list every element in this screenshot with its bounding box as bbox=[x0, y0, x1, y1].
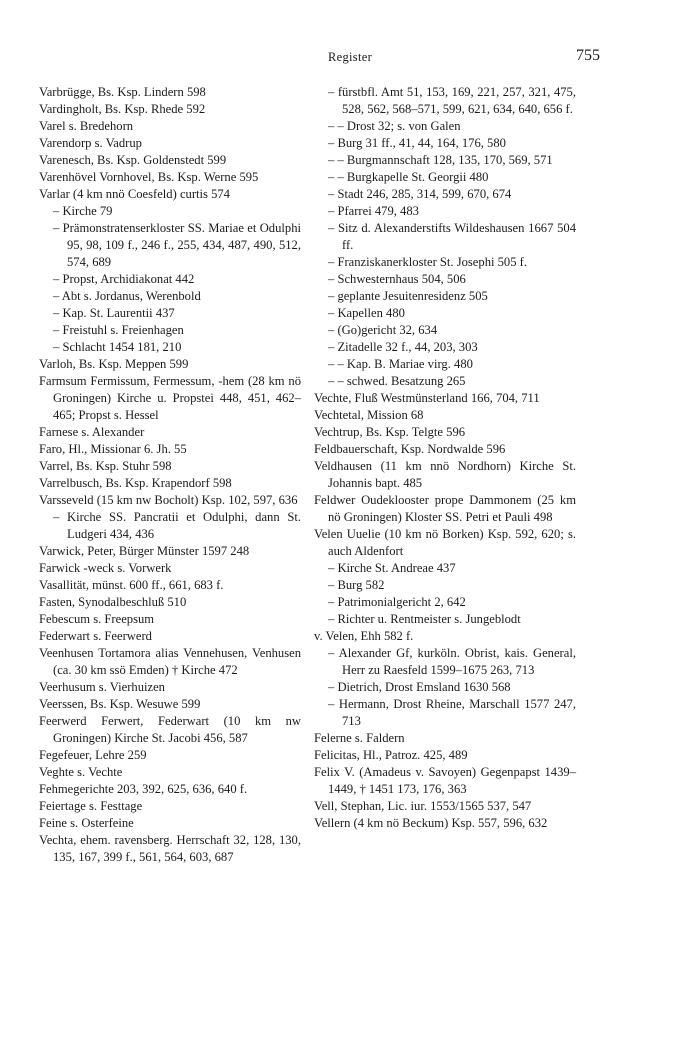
index-entry: – Zitadelle 32 f., 44, 203, 303 bbox=[328, 340, 478, 354]
index-entry: – Sitz d. Alexanderstifts Wildeshausen 1667 504 ff. bbox=[328, 221, 576, 252]
index-entry: – Dietrich, Drost Emsland 1630 568 bbox=[328, 680, 511, 694]
index-entry: Feiertage s. Festtage bbox=[39, 799, 143, 813]
running-header: Register bbox=[327, 50, 373, 64]
index-entry: Feldwer Oudeklooster prope Dammonem (25 km nö Groningen) Kloster SS. Petri et Pauli 498 bbox=[314, 493, 576, 524]
index-entry: Feldbauerschaft, Ksp. Nordwalde 596 bbox=[314, 442, 506, 456]
index-entry: – fürstbfl. Amt 51, 153, 169, 221, 257, 321, 475, 528, 562, 568–571, 599, 621, 634, 640, 656 f. bbox=[328, 85, 576, 116]
index-entry: Veerhusum s. Vierhuizen bbox=[39, 680, 165, 694]
index-entry: – Prämonstratenserkloster SS. Mariae et Odulphi 95, 98, 109 f., 246 f., 255, 434, 487, 490, 512, 574, 689 bbox=[53, 221, 301, 269]
index-entry: Felicitas, Hl., Patroz. 425, 489 bbox=[314, 748, 468, 762]
index-entry: Veldhausen (11 km nnö Nordhorn) Kirche St. Johannis bapt. 485 bbox=[314, 459, 576, 490]
index-entry: Veghte s. Vechte bbox=[39, 765, 123, 779]
index-entry: Farnese s. Alexander bbox=[39, 425, 145, 439]
index-entry: Feerwerd Ferwert, Federwart (10 km nw Groningen) Kirche St. Jacobi 456, 587 bbox=[39, 714, 301, 745]
index-entry: Vechtetal, Mission 68 bbox=[314, 408, 424, 422]
index-entry: Febescum s. Freepsum bbox=[39, 612, 155, 626]
index-entry: – – Burgkapelle St. Georgii 480 bbox=[328, 170, 489, 184]
index-entry: – Pfarrei 479, 483 bbox=[328, 204, 419, 218]
index-entry: – – Drost 32; s. von Galen bbox=[328, 119, 461, 133]
index-entry: – – Burgmannschaft 128, 135, 170, 569, 571 bbox=[328, 153, 553, 167]
index-entry: Fasten, Synodalbeschluß 510 bbox=[39, 595, 187, 609]
index-entry: Varrelbusch, Bs. Ksp. Krapendorf 598 bbox=[39, 476, 232, 490]
index-entry: Vechtrup, Bs. Ksp. Telgte 596 bbox=[314, 425, 466, 439]
index-entry: Federwart s. Feerwerd bbox=[39, 629, 152, 643]
index-entry: – Hermann, Drost Rheine, Marschall 1577 247, 713 bbox=[328, 697, 576, 728]
index-entry: Feine s. Osterfeine bbox=[39, 816, 134, 830]
index-entry: Fehmegerichte 203, 392, 625, 636, 640 f. bbox=[39, 782, 248, 796]
index-entry: Fegefeuer, Lehre 259 bbox=[39, 748, 147, 762]
index-entry: – Schlacht 1454 181, 210 bbox=[53, 340, 182, 354]
index-entry: Varenhövel Vornhovel, Bs. Ksp. Werne 595 bbox=[39, 170, 259, 184]
index-entry: – geplante Jesuitenresidenz 505 bbox=[328, 289, 488, 303]
index-entry: – – Kap. B. Mariae virg. 480 bbox=[328, 357, 473, 371]
index-entry: – Kapellen 480 bbox=[328, 306, 405, 320]
index-entry: Vardingholt, Bs. Ksp. Rhede 592 bbox=[39, 102, 206, 116]
index-entry: Varendorp s. Vadrup bbox=[39, 136, 142, 150]
index-entry: – Richter u. Rentmeister s. Jungeblodt bbox=[328, 612, 521, 626]
index-entry: – – schwed. Besatzung 265 bbox=[328, 374, 466, 388]
page-number: 755 bbox=[576, 47, 600, 64]
index-entry: v. Velen, Ehh 582 f. bbox=[314, 629, 414, 643]
index-entry: Vellern (4 km nö Beckum) Ksp. 557, 596, 632 bbox=[314, 816, 548, 830]
index-entry: Faro, Hl., Missionar 6. Jh. 55 bbox=[39, 442, 187, 456]
index-entry: Varwick, Peter, Bürger Münster 1597 248 bbox=[39, 544, 250, 558]
index-entry: – Burg 31 ff., 41, 44, 164, 176, 580 bbox=[328, 136, 506, 150]
index-entry: – Kirche St. Andreae 437 bbox=[328, 561, 456, 575]
index-entry: Varel s. Bredehorn bbox=[39, 119, 134, 133]
index-column-right bbox=[314, 84, 576, 832]
index-entry: – Patrimonialgericht 2, 642 bbox=[328, 595, 466, 609]
index-entry: – Burg 582 bbox=[328, 578, 385, 592]
index-entry: – Kirche SS. Pancratii et Odulphi, dann St. Ludgeri 434, 436 bbox=[53, 510, 301, 541]
index-column-left bbox=[39, 84, 301, 866]
index-entry: – Freistuhl s. Freienhagen bbox=[53, 323, 184, 337]
index-entry: Varloh, Bs. Ksp. Meppen 599 bbox=[39, 357, 189, 371]
index-entry: Varrel, Bs. Ksp. Stuhr 598 bbox=[39, 459, 172, 473]
index-entry: – Schwesternhaus 504, 506 bbox=[328, 272, 466, 286]
index-entry: Vasallität, münst. 600 ff., 661, 683 f. bbox=[39, 578, 224, 592]
index-entry: Vechte, Fluß Westmünsterland 166, 704, 711 bbox=[314, 391, 540, 405]
index-entry: – Kap. St. Laurentii 437 bbox=[53, 306, 175, 320]
index-entry: – Franziskanerkloster St. Josephi 505 f. bbox=[328, 255, 528, 269]
index-entry: – Abt s. Jordanus, Werenbold bbox=[53, 289, 201, 303]
index-entry: Varsseveld (15 km nw Bocholt) Ksp. 102, 597, 636 bbox=[39, 493, 298, 507]
index-entry: – Alexander Gf, kurköln. Obrist, kais. General, Herr zu Raesfeld 1599–1675 263, 713 bbox=[328, 646, 576, 677]
index-entry: Veenhusen Tortamora alias Vennehusen, Venhusen (ca. 30 km ssö Emden) † Kirche 472 bbox=[39, 646, 301, 677]
index-entry: – Propst, Archidiakonat 442 bbox=[53, 272, 195, 286]
index-entry: Farwick -weck s. Vorwerk bbox=[39, 561, 172, 575]
index-entry: Farmsum Fermissum, Fermessum, -hem (28 km nö Groningen) Kirche u. Propstei 448, 451, 462–465; Propst s. Hessel bbox=[39, 374, 301, 422]
index-entry: Varenesch, Bs. Ksp. Goldenstedt 599 bbox=[39, 153, 227, 167]
index-entry: Velen Uuelie (10 km nö Borken) Ksp. 592, 620; s. auch Aldenfort bbox=[314, 527, 576, 558]
index-entry: Vechta, ehem. ravensberg. Herrschaft 32, 128, 130, 135, 167, 399 f., 561, 564, 603, 687 bbox=[39, 833, 301, 864]
index-entry: Varbrügge, Bs. Ksp. Lindern 598 bbox=[39, 85, 206, 99]
index-entry: Felerne s. Faldern bbox=[314, 731, 405, 745]
index-entry: Felix V. (Amadeus v. Savoyen) Gegenpapst 1439–1449, † 1451 173, 176, 363 bbox=[314, 765, 576, 796]
index-entry: – (Go)gericht 32, 634 bbox=[328, 323, 438, 337]
index-entry: Veerssen, Bs. Ksp. Wesuwe 599 bbox=[39, 697, 201, 711]
index-entry: – Kirche 79 bbox=[53, 204, 113, 218]
index-entry: Varlar (4 km nnö Coesfeld) curtis 574 bbox=[39, 187, 230, 201]
index-entry: – Stadt 246, 285, 314, 599, 670, 674 bbox=[328, 187, 512, 201]
index-entry: Vell, Stephan, Lic. iur. 1553/1565 537, 547 bbox=[314, 799, 532, 813]
